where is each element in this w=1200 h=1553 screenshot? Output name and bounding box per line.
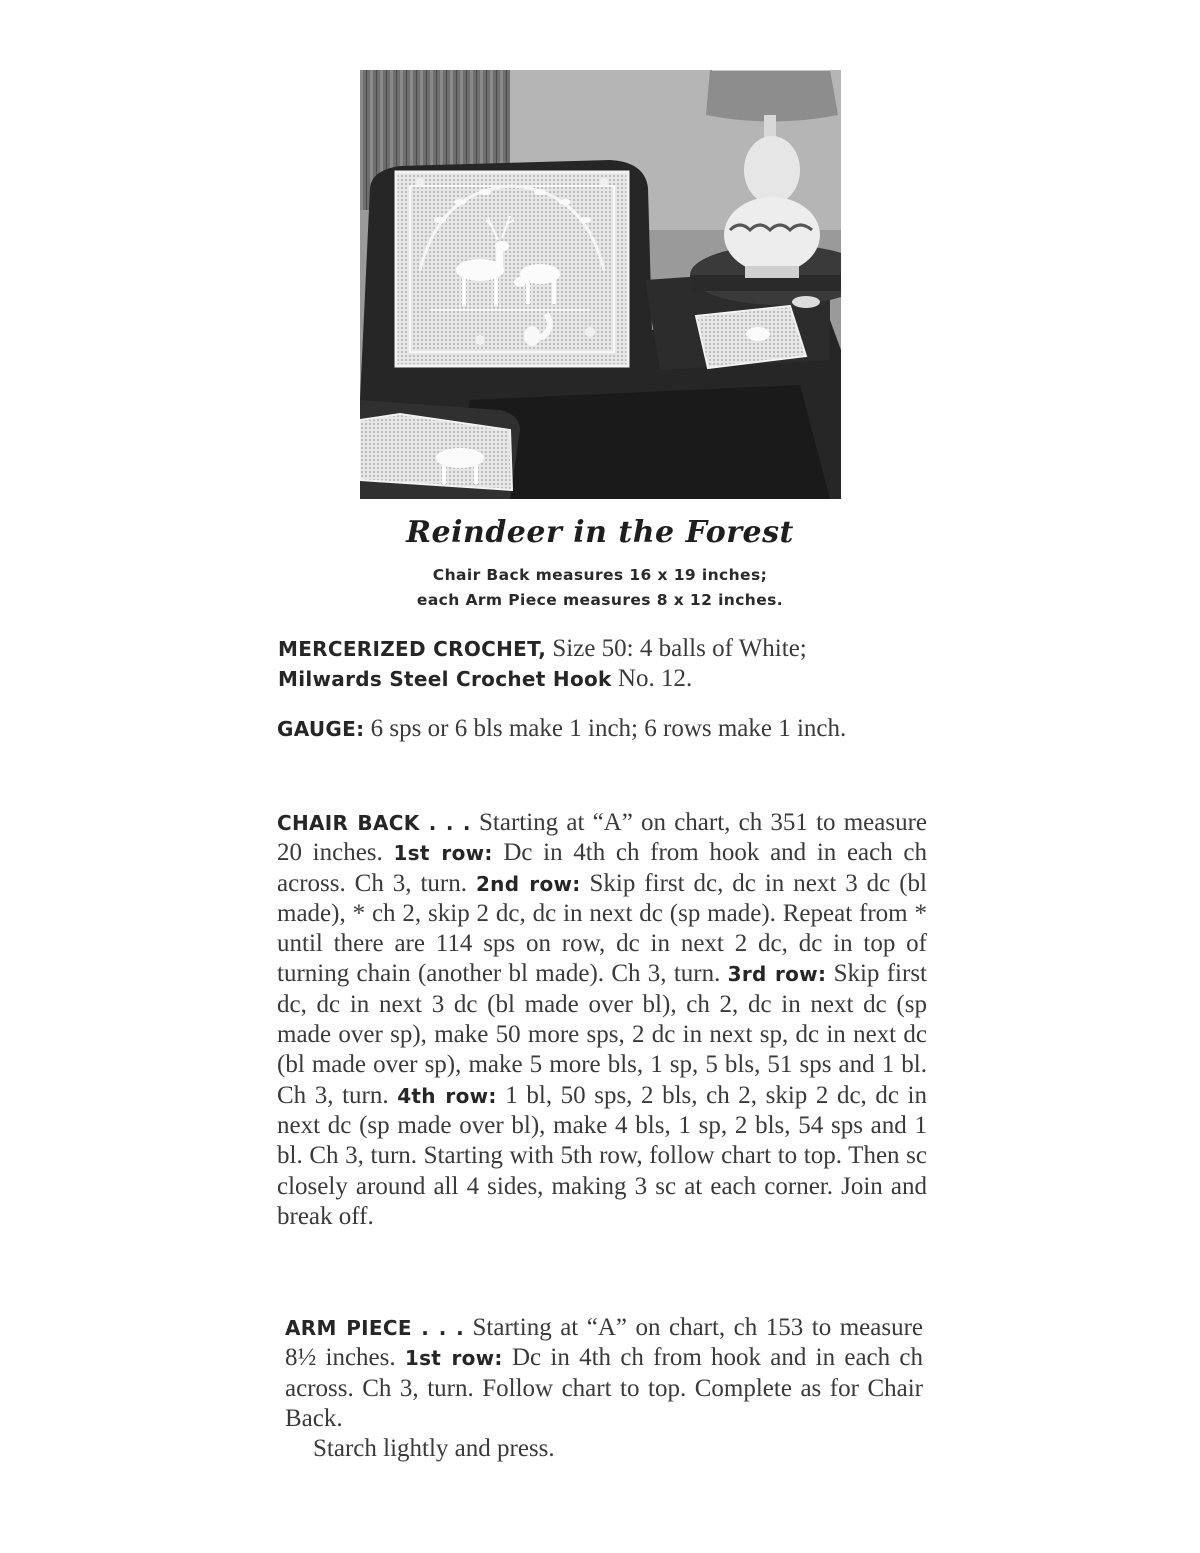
chair-back-label: CHAIR BACK . . .: [277, 811, 471, 835]
row-2-label: 2nd row:: [475, 871, 581, 896]
materials-label: MERCERIZED CROCHET,: [278, 637, 547, 661]
chair-back-text-3: Skip first dc, dc in next 3 dc (bl made), * ch 2, skip 2 dc, dc in next dc (sp made). Repeat from * until there are 114 sps on row, dc in next 2 dc, dc in top of turning chain (another bl made). Ch 3, turn.: [277, 869, 927, 988]
finishing-instruction: Starch lightly and press.: [313, 1435, 555, 1463]
arm-piece-text-1: Starting at “A” on chart, ch 153 to measure 8½ inches.: [285, 1314, 924, 1372]
subtitle-line-1: Chair Back measures 16 x 19 inches;: [432, 566, 768, 584]
armchair-photo: [360, 70, 841, 499]
pattern-title: Reindeer in the Forest: [406, 515, 794, 550]
row-3-label: 3rd row:: [727, 962, 827, 987]
hook-label: Milwards Steel Crochet Hook: [278, 667, 612, 692]
subtitle-line-2: each Arm Piece measures 8 x 12 inches.: [416, 591, 784, 609]
gauge-label: GAUGE:: [277, 717, 365, 741]
row-4-label: 4th row:: [397, 1083, 497, 1108]
chair-back-text-2: Dc in 4th ch from hook and in each ch across. Ch 3, turn.: [277, 839, 927, 897]
chair-back-text-4: Skip first dc, dc in next 3 dc (bl made over bl), ch 2, dc in next dc (sp made over sp), make 50 more sps, 2 dc in next sp, dc in next dc (bl made over sp), make 5 more bls, 1 sp, 5 bls, 51 sps and 1 bl. Ch 3, turn.: [277, 960, 927, 1109]
gauge-text: 6 sps or 6 bls make 1 inch; 6 rows make 1 inch.: [364, 715, 847, 742]
arm-piece-paragraph: [285, 1313, 923, 1464]
chair-back-text-5: 1 bl, 50 sps, 2 bls, ch 2, skip 2 dc, dc in next dc (sp made over bl), make 4 bls, 1 sp, 2 bls, 54 sps and 1 bl. Ch 3, turn. Starting with 5th row, follow chart to top. Then sc closely around all 4 sides, making 3 sc at each corner. Join and break off.: [277, 1081, 928, 1230]
arm-piece-label: ARM PIECE . . .: [285, 1316, 465, 1340]
chair-back-paragraph: [277, 808, 927, 1232]
arm-piece-text-2: Dc in 4th ch from hook and in each ch across. Ch 3, turn. Follow chart to top. Complete as for Chair Back.: [285, 1344, 923, 1432]
arm-row-1-label: 1st row:: [404, 1346, 503, 1371]
chair-back-text-1: Starting at “A” on chart, ch 351 to measure 20 inches.: [277, 809, 927, 867]
gauge-paragraph: [277, 714, 925, 744]
materials-text: Size 50: 4 balls of White;: [546, 635, 807, 662]
right-arm-doily: [696, 306, 806, 368]
row-1-label: 1st row:: [393, 841, 493, 866]
materials-paragraph: [278, 634, 926, 695]
chair-back-doily: [396, 172, 628, 366]
hook-text: No. 12.: [611, 665, 693, 693]
